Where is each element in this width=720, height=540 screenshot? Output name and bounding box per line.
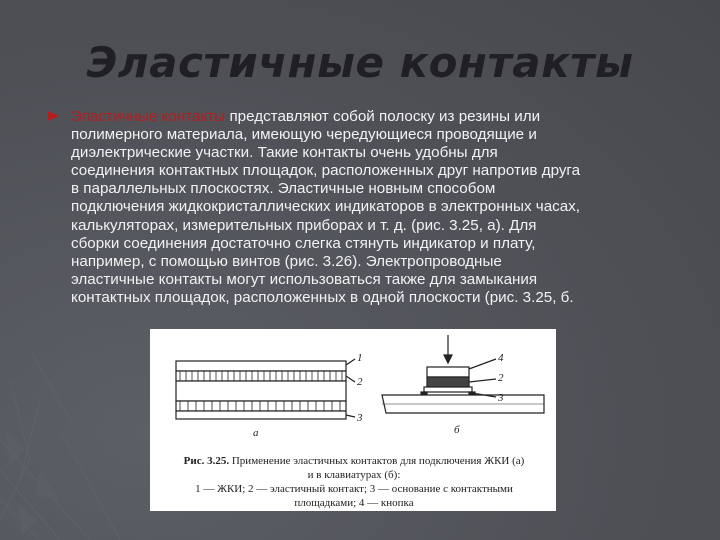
bullet-line: калькуляторах, измерительных приборах и т. д. (рис. 3.25, а). Для xyxy=(71,216,537,234)
bullet-text xyxy=(71,108,689,307)
label-a-1: 1 xyxy=(357,352,363,364)
sublabel-a: а xyxy=(253,427,259,439)
label-a-3: 3 xyxy=(357,412,363,424)
bullet-line: эластичные контакты могут использоваться также для замыкания xyxy=(71,270,538,288)
bullet-line: контактных площадок, расположенных в одной плоскости (рис. 3.25, б. xyxy=(71,288,574,306)
figure-caption-text: Применение эластичных контактов для подключения ЖКИ (а) xyxy=(229,455,525,467)
bullet-line: сборки соединения достаточно слегка стянуть индикатор и плату, xyxy=(71,234,536,252)
figure-3-25 xyxy=(150,329,556,511)
bullet-line: в параллельных плоскостях. Эластичные новным способом xyxy=(71,180,496,198)
label-b-2: 2 xyxy=(498,372,504,384)
bullet-line: например, с помощью винтов (рис. 3.26). Электропроводные xyxy=(71,252,502,270)
figure-caption-line: 1 — ЖКИ; 2 — эластичный контакт; 3 — основание с контактными xyxy=(195,483,513,495)
bullet-line: соединения контактных площадок, расположенных друг напротив друга xyxy=(71,162,581,180)
bullet-line: подключения жидкокристаллических индикаторов в электронных часах, xyxy=(71,198,580,216)
drawing-a xyxy=(176,359,355,419)
bullet-highlight: Эластичные контакты xyxy=(71,108,226,125)
label-b-3: 3 xyxy=(498,392,504,404)
figure-caption-line: площадками; 4 — кнопка xyxy=(294,497,414,509)
bullet-line: полимерного материала, имеющую чередующиеся проводящие и xyxy=(71,126,537,144)
figure-caption-line xyxy=(156,455,552,467)
drawing-b xyxy=(382,335,544,413)
bullet-line: представляют собой полоску из резины или xyxy=(225,108,541,125)
figure-number: Рис. 3.25. xyxy=(183,455,230,467)
label-a-2: 2 xyxy=(357,376,363,388)
bullet-line: диэлектрические участки. Такие контакты очень удобны для xyxy=(71,144,498,162)
figure-caption-line: и в клавиатурах (б): xyxy=(307,469,401,481)
slide-title: Эластичные контакты xyxy=(86,38,634,87)
bullet-arrow-icon xyxy=(48,111,59,121)
sublabel-b: б xyxy=(454,424,460,436)
label-b-4: 4 xyxy=(498,352,504,364)
